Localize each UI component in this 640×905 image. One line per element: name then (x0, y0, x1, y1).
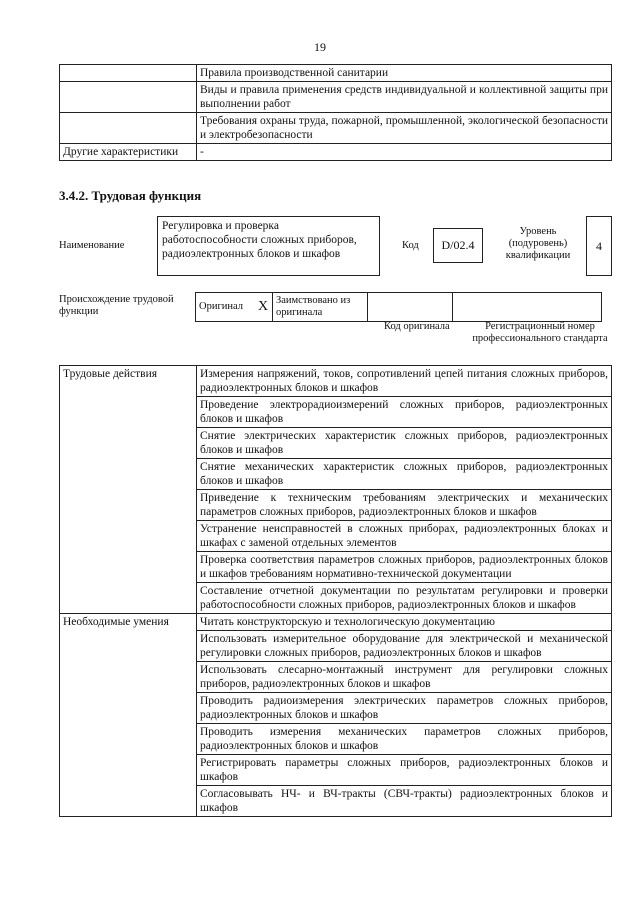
qualification-level-box: 4 (586, 216, 612, 276)
required-skills-label: Необходимые умения (60, 614, 197, 817)
required-skill: Использовать измерительное оборудование для электрической и механической регулировки сложных приборов, радиоэлектронных блоков и шкафов (197, 631, 612, 662)
labor-action: Снятие электрических характеристик сложных приборов, радиоэлектронных блоков и шкафов (197, 428, 612, 459)
row-text: Требования охраны труда, пожарной, промышленной, экологической безопасности и электробезопасности (197, 113, 612, 144)
labor-action: Проведение электрорадиоизмерений сложных приборов, радиоэлектронных блоков и шкафов (197, 397, 612, 428)
function-code-label: Код (402, 240, 419, 251)
table-row (60, 144, 612, 161)
row-label (60, 65, 197, 82)
row-text: Виды и правила применения средств индивидуальной и коллективной защиты при выполнении работ (197, 82, 612, 113)
qualification-level-label: Уровень (подуровень) квалификации (505, 226, 571, 261)
section-title: 3.4.2. Трудовая функция (59, 188, 202, 203)
row-label (60, 113, 197, 144)
labor-action: Устранение неисправностей в сложных приборах, радиоэлектронных блоках и шкафах с заменой отдельных элементов (197, 521, 612, 552)
table-row (60, 65, 612, 82)
borrowed-label: Заимствовано из оригинала (273, 293, 368, 322)
required-skill: Читать конструкторскую и технологическую документацию (197, 614, 612, 631)
original-label: Оригинал (196, 293, 255, 322)
page-number: 19 (314, 40, 326, 54)
table-row (60, 113, 612, 144)
table-row (60, 614, 612, 631)
labor-actions-label: Трудовые действия (60, 366, 197, 614)
origin-label: Происхождение трудовой функции (59, 294, 174, 317)
table-row (60, 366, 612, 397)
labor-action: Снятие механических характеристик сложных приборов, радиоэлектронных блоков и шкафов (197, 459, 612, 490)
reg-number-cell (453, 293, 602, 322)
function-code-box: D/02.4 (433, 228, 483, 263)
other-characteristics-label: Другие характеристики (60, 144, 197, 161)
table-row (60, 82, 612, 113)
knowledge-table-continued (59, 64, 612, 161)
required-skill: Проводить радиоизмерения электрических параметров сложных приборов, радиоэлектронных блоков и шкафов (197, 693, 612, 724)
other-characteristics-value: - (197, 144, 612, 161)
reg-number-caption: Регистрационный номер профессионального стандарта (472, 321, 608, 344)
required-skill: Использовать слесарно-монтажный инструмент для регулировки сложных приборов, радиоэлектронных блоков и шкафов (197, 662, 612, 693)
labor-action: Составление отчетной документации по результатам регулировки и проверки работоспособности сложных приборов, радиоэлектронных блоков и шкафов (197, 583, 612, 614)
labor-action: Измерения напряжений, токов, сопротивлений цепей питания сложных приборов, радиоэлектронных блоков и шкафов (197, 366, 612, 397)
function-name-box: Регулировка и проверка работоспособности сложных приборов, радиоэлектронных блоков и шкафов (157, 216, 380, 276)
required-skill: Проводить измерения механических параметров сложных приборов, радиоэлектронных блоков и шкафов (197, 724, 612, 755)
row-text: Правила производственной санитарии (197, 65, 612, 82)
origin-table (195, 292, 602, 322)
original-mark: X (254, 293, 273, 322)
function-details-table (59, 365, 612, 817)
required-skill: Регистрировать параметры сложных приборов, радиоэлектронных блоков и шкафов (197, 755, 612, 786)
labor-action: Приведение к техническим требованиям электрических и механических параметров сложных приборов, радиоэлектронных блоков и шкафов (197, 490, 612, 521)
row-label (60, 82, 197, 113)
code-original-cell (368, 293, 453, 322)
function-name-label: Наименование (59, 240, 125, 251)
labor-action: Проверка соответствия параметров сложных приборов, радиоэлектронных блоков и шкафов требованиям нормативно-технической документации (197, 552, 612, 583)
code-original-caption: Код оригинала (384, 321, 450, 332)
required-skill: Согласовывать НЧ- и ВЧ-тракты (СВЧ-тракты) радиоэлектронных блоков и шкафов (197, 786, 612, 817)
